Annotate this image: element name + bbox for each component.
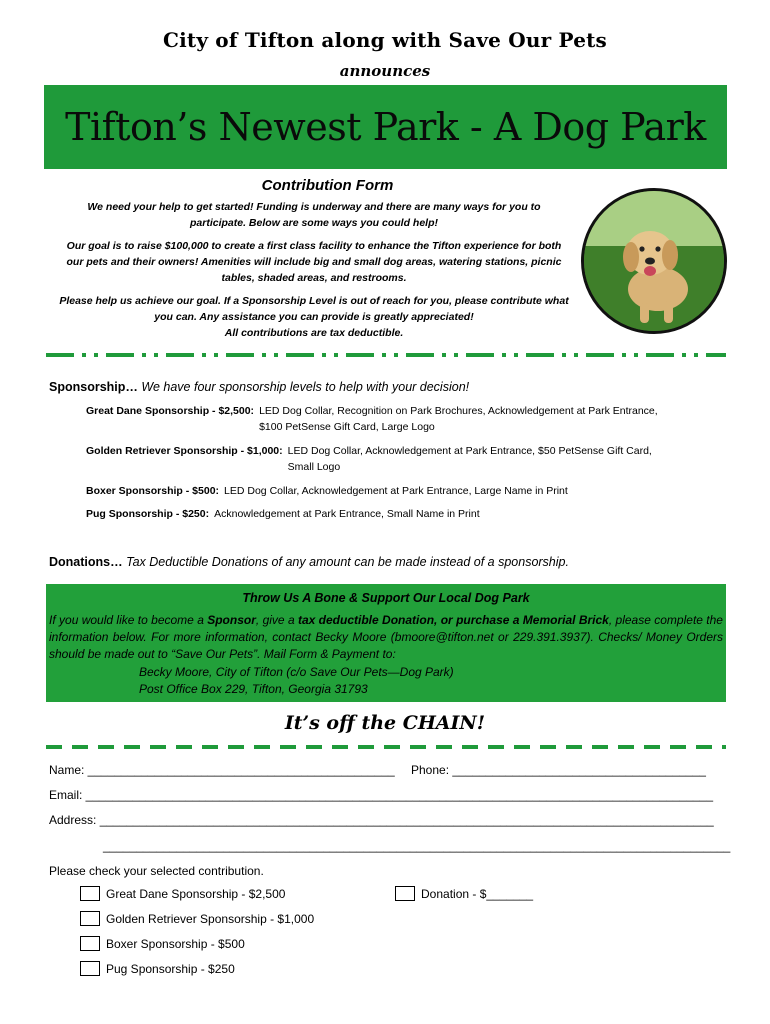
intro-line: participate. Below are some ways you could help! bbox=[190, 217, 438, 229]
phone-field[interactable]: Phone: ______________________________________ bbox=[411, 763, 706, 777]
form-title: Contribution Form bbox=[261, 177, 394, 194]
option-label: Pug Sponsorship - $250 bbox=[106, 961, 235, 976]
intro-line: you can. Any assistance you can provide is greatly appreciated! bbox=[154, 311, 474, 323]
support-box-title: Throw Us A Bone & Support Our Local Dog Park bbox=[242, 591, 530, 605]
intro-line: Please help us achieve our goal. If a Sponsorship Level is out of reach for you, please contribute what bbox=[59, 295, 569, 307]
tier-golden-retriever bbox=[86, 443, 716, 475]
header-title: City of Tifton along with Save Our Pets bbox=[162, 28, 608, 52]
option-golden-retriever[interactable] bbox=[80, 911, 314, 926]
tier-desc: LED Dog Collar, Acknowledgement at Park Entrance, Large Name in Print bbox=[224, 485, 568, 497]
name-field[interactable]: Name: ______________________________________________ bbox=[49, 763, 395, 777]
support-box-text: If you would like to become a Sponsor, give a tax deductible Donation, or purchase a Memorial Brick, please complete the information below. For more information, contact Becky Moore (bmoore@tifton.net or 229.391.3937). Checks/ Money Orders should be made out to “Save Our Pets”. Mail Form & Payment to: bbox=[49, 613, 723, 661]
option-label: Donation - $_______ bbox=[421, 886, 534, 901]
tier-boxer bbox=[86, 483, 716, 499]
option-pug[interactable] bbox=[80, 961, 235, 976]
option-great-dane[interactable] bbox=[80, 886, 285, 901]
tier-great-dane bbox=[86, 403, 716, 435]
tier-pug bbox=[86, 506, 716, 522]
checkbox[interactable] bbox=[80, 961, 100, 976]
checkbox[interactable] bbox=[80, 911, 100, 926]
dog-photo bbox=[581, 188, 727, 334]
tier-desc: LED Dog Collar, Recognition on Park Brochures, Acknowledgement at Park Entrance, $100 PetSense Gift Card, Large Logo bbox=[259, 405, 658, 433]
option-label: Great Dane Sponsorship - $2,500 bbox=[106, 886, 286, 901]
option-donation[interactable] bbox=[395, 886, 533, 901]
mail-address-line-2: Post Office Box 229, Tifton, Georgia 31793 bbox=[139, 682, 368, 696]
checkbox[interactable] bbox=[395, 886, 415, 901]
tier-desc: Acknowledgement at Park Entrance, Small Name in Print bbox=[214, 508, 480, 520]
intro-line: We need your help to get started! Funding is underway and there are many ways for you to bbox=[87, 201, 541, 213]
chain-heading: It’s off the CHAIN! bbox=[284, 712, 486, 734]
mail-address-line-1: Becky Moore, City of Tifton (c/o Save Our Pets—Dog Park) bbox=[139, 665, 454, 679]
dash-dot-divider bbox=[46, 352, 726, 358]
intro-line: All contributions are tax deductible. bbox=[224, 327, 404, 339]
address-field[interactable]: Address: ____________________________________________________________________________________________ bbox=[49, 813, 714, 827]
tier-name: Pug Sponsorship - $250: bbox=[86, 508, 210, 520]
tier-name: Golden Retriever Sponsorship - $1,000: bbox=[86, 445, 283, 457]
intro-line: Our goal is to raise $100,000 to create a first class facility to enhance the Tifton experience for both bbox=[66, 240, 562, 252]
title-banner bbox=[44, 85, 727, 169]
intro-paragraph-1 bbox=[44, 199, 584, 231]
tier-name: Great Dane Sponsorship - $2,500: bbox=[86, 405, 255, 417]
sponsorship-label: Sponsorship… bbox=[49, 380, 138, 394]
dash-divider bbox=[46, 744, 726, 750]
donations-heading bbox=[49, 555, 569, 569]
option-boxer[interactable] bbox=[80, 936, 245, 951]
intro-line: our pets and their owners! Amenities will include big and small dog areas, watering stations, picnic bbox=[66, 256, 562, 268]
intro-line: tables, shaded areas, and restrooms. bbox=[221, 272, 407, 284]
email-field[interactable]: Email: ______________________________________________________________________________________________ bbox=[49, 788, 714, 802]
checkbox[interactable] bbox=[80, 936, 100, 951]
tier-desc: LED Dog Collar, Acknowledgement at Park Entrance, $50 PetSense Gift Card, Small Logo bbox=[287, 445, 652, 473]
address-field-line-2[interactable]: ______________________________________________________________________________________________ bbox=[103, 839, 731, 853]
option-label: Boxer Sponsorship - $500 bbox=[106, 936, 245, 951]
donations-label: Donations… bbox=[49, 555, 123, 569]
donations-text: Tax Deductible Donations of any amount can be made instead of a sponsorship. bbox=[126, 555, 569, 569]
tier-name: Boxer Sponsorship - $500: bbox=[86, 485, 220, 497]
dog-illustration bbox=[584, 191, 724, 331]
check-prompt: Please check your selected contribution. bbox=[49, 864, 264, 878]
checkbox[interactable] bbox=[80, 886, 100, 901]
sponsorship-heading bbox=[49, 380, 469, 394]
intro-paragraph-2 bbox=[44, 238, 584, 286]
option-label: Golden Retriever Sponsorship - $1,000 bbox=[106, 911, 315, 926]
sponsorship-text: We have four sponsorship levels to help with your decision! bbox=[141, 380, 470, 394]
banner-title: Tifton’s Newest Park - A Dog Park bbox=[65, 105, 706, 149]
intro-paragraph-3 bbox=[44, 293, 584, 341]
header-subtitle: announces bbox=[339, 62, 431, 80]
